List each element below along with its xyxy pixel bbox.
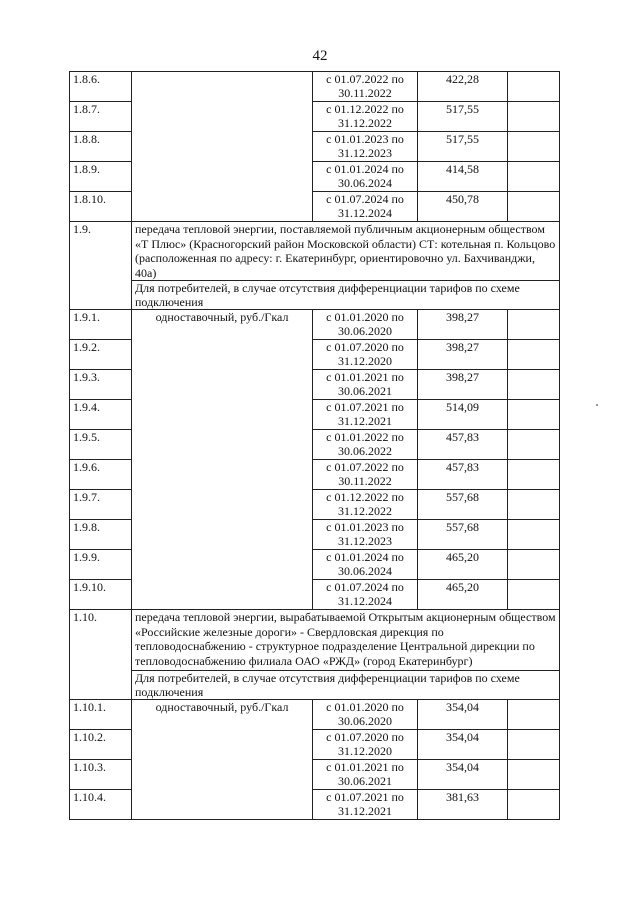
period-cell: с 01.07.2022 по 30.11.2022 [313, 460, 418, 490]
row-number: 1.8.6. [70, 72, 132, 102]
row-number: 1.10.2. [70, 730, 132, 760]
row-number: 1.8.10. [70, 192, 132, 222]
tariff-value: 517,55 [418, 102, 508, 132]
row-number: 1.8.9. [70, 162, 132, 192]
period-cell: с 01.12.2022 по 31.12.2022 [313, 490, 418, 520]
row-number: 1.8.8. [70, 132, 132, 162]
period-cell: с 01.07.2020 по 31.12.2020 [313, 730, 418, 760]
section-note: Для потребителей, в случае отсутствия дифференциации тарифов по схеме подключения [132, 281, 560, 310]
section-note-row [70, 671, 560, 700]
period-cell: с 01.07.2024 по 31.12.2024 [313, 580, 418, 610]
empty-cell [508, 310, 560, 340]
tariff-value: 557,68 [418, 490, 508, 520]
section-number: 1.10. [70, 610, 132, 700]
tariff-value: 517,55 [418, 132, 508, 162]
tariff-value: 465,20 [418, 580, 508, 610]
period-cell: с 01.01.2024 по 30.06.2024 [313, 162, 418, 192]
section-number: 1.9. [70, 222, 132, 310]
row-number: 1.10.4. [70, 790, 132, 820]
section-note-row [70, 281, 560, 310]
unit-label: одноставочный, руб./Гкал [132, 310, 313, 610]
period-cell: с 01.12.2022 по 31.12.2022 [313, 102, 418, 132]
tariff-value: 422,28 [418, 72, 508, 102]
period-cell: с 01.01.2020 по 30.06.2020 [313, 700, 418, 730]
period-cell: с 01.07.2021 по 31.12.2021 [313, 790, 418, 820]
empty-cell [508, 460, 560, 490]
period-cell: с 01.07.2021 по 31.12.2021 [313, 400, 418, 430]
row-number: 1.10.3. [70, 760, 132, 790]
unit-cell-blank [132, 72, 313, 222]
section-note: Для потребителей, в случае отсутствия дифференциации тарифов по схеме подключения [132, 671, 560, 700]
row-number: 1.9.9. [70, 550, 132, 580]
period-cell: с 01.01.2021 по 30.06.2021 [313, 760, 418, 790]
period-cell: с 01.01.2021 по 30.06.2021 [313, 370, 418, 400]
tariff-value: 354,04 [418, 760, 508, 790]
empty-cell [508, 72, 560, 102]
tariff-value: 398,27 [418, 370, 508, 400]
section-header-row [70, 610, 560, 671]
section-header-row [70, 222, 560, 281]
empty-cell [508, 162, 560, 192]
tariff-value: 465,20 [418, 550, 508, 580]
tariff-value: 398,27 [418, 340, 508, 370]
row-number: 1.9.7. [70, 490, 132, 520]
empty-cell [508, 340, 560, 370]
tariff-value: 450,78 [418, 192, 508, 222]
row-number: 1.9.1. [70, 310, 132, 340]
tariff-value: 414,58 [418, 162, 508, 192]
empty-cell [508, 730, 560, 760]
empty-cell [508, 370, 560, 400]
tariff-value: 354,04 [418, 730, 508, 760]
tariff-value: 381,63 [418, 790, 508, 820]
period-cell: с 01.01.2023 по 31.12.2023 [313, 520, 418, 550]
tariff-value: 354,04 [418, 700, 508, 730]
row-number: 1.9.10. [70, 580, 132, 610]
row-number: 1.9.2. [70, 340, 132, 370]
empty-cell [508, 700, 560, 730]
row-number: 1.9.8. [70, 520, 132, 550]
row-number: 1.8.7. [70, 102, 132, 132]
section-description: передача тепловой энергии, вырабатываемой Открытым акционерным обществом «Российские железные дороги» - Свердловская дирекция по тепловодоснабжению - структурное подразделение Центральной дирекции по тепловодоснабжению филиала ОАО «РЖД» (город Екатеринбург) [132, 610, 560, 671]
period-cell: с 01.01.2020 по 30.06.2020 [313, 310, 418, 340]
row-number: 1.10.1. [70, 700, 132, 730]
page-number: 42 [312, 48, 328, 64]
empty-cell [508, 430, 560, 460]
period-cell: с 01.07.2022 по 30.11.2022 [313, 72, 418, 102]
period-cell: с 01.07.2020 по 31.12.2020 [313, 340, 418, 370]
table-row [70, 700, 560, 730]
period-cell: с 01.01.2023 по 31.12.2023 [313, 132, 418, 162]
row-number: 1.9.4. [70, 400, 132, 430]
empty-cell [508, 580, 560, 610]
tariff-table [69, 71, 560, 820]
row-number: 1.9.5. [70, 430, 132, 460]
row-number: 1.9.6. [70, 460, 132, 490]
empty-cell [508, 790, 560, 820]
empty-cell [508, 490, 560, 520]
period-cell: с 01.07.2024 по 31.12.2024 [313, 192, 418, 222]
period-cell: с 01.01.2022 по 30.06.2022 [313, 430, 418, 460]
empty-cell [508, 132, 560, 162]
empty-cell [508, 520, 560, 550]
tariff-value: 514,09 [418, 400, 508, 430]
empty-cell [508, 400, 560, 430]
tariff-value: 457,83 [418, 430, 508, 460]
table-row [70, 72, 560, 102]
empty-cell [508, 550, 560, 580]
tariff-value: 557,68 [418, 520, 508, 550]
empty-cell [508, 192, 560, 222]
scan-speck [596, 404, 598, 406]
row-number: 1.9.3. [70, 370, 132, 400]
section-description: передача тепловой энергии, поставляемой публичным акционерным обществом «Т Плюс» (Красногорский район Московской области) СТ: котельная п. Кольцово (расположенная по адресу: г. Екатеринбург, ориентировочно ул. Бахчиванджи, 40а) [132, 222, 560, 281]
empty-cell [508, 102, 560, 132]
tariff-value: 457,83 [418, 460, 508, 490]
period-cell: с 01.01.2024 по 30.06.2024 [313, 550, 418, 580]
tariff-value: 398,27 [418, 310, 508, 340]
unit-label: одноставочный, руб./Гкал [132, 700, 313, 820]
empty-cell [508, 760, 560, 790]
table-row [70, 310, 560, 340]
